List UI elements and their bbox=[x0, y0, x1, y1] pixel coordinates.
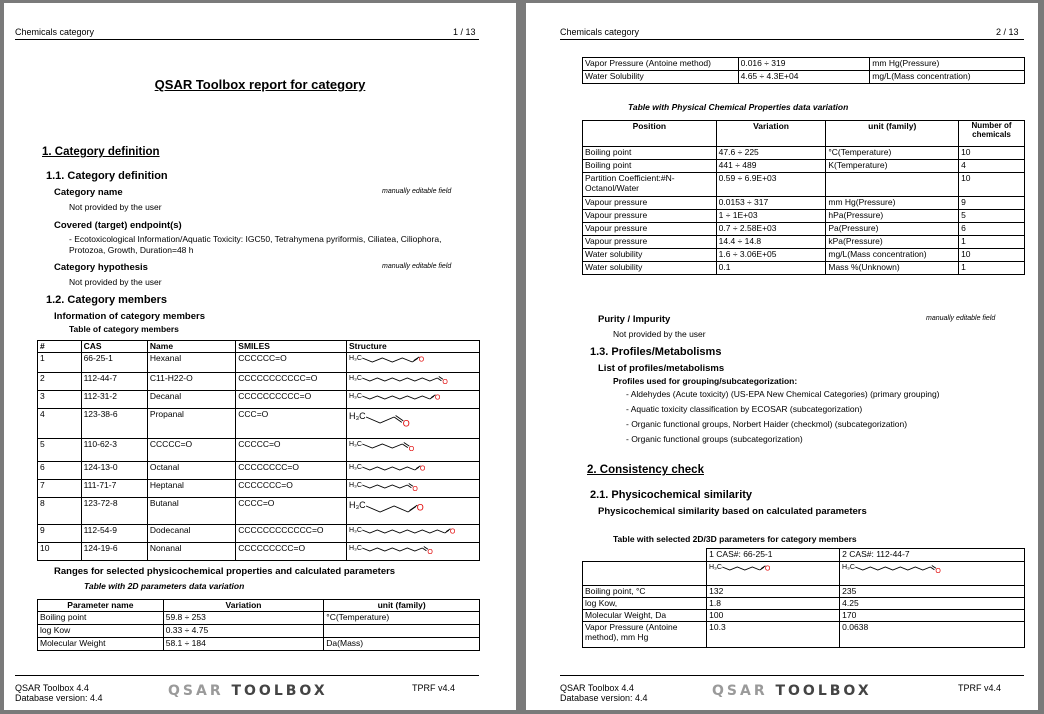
svg-text:H₃C: H₃C bbox=[348, 355, 362, 362]
structure-drawing bbox=[349, 543, 477, 560]
member-cas: 112-54-9 bbox=[81, 525, 147, 543]
svg-text:H₃C: H₃C bbox=[348, 441, 362, 448]
member-name: Propanal bbox=[147, 409, 235, 439]
member-index: 10 bbox=[38, 543, 82, 561]
member-name: Nonanal bbox=[147, 543, 235, 561]
param-value: 1.8 bbox=[707, 598, 840, 610]
svg-text:H₃C: H₃C bbox=[348, 464, 362, 471]
member-index: 8 bbox=[38, 498, 82, 525]
property-variation: 441 ÷ 489 bbox=[716, 160, 826, 173]
param-unit: mm Hg(Pressure) bbox=[870, 58, 1025, 71]
param-unit: °C(Temperature) bbox=[324, 612, 480, 625]
table-row bbox=[38, 409, 480, 439]
phys-similarity-heading: Physicochemical similarity based on calculated parameters bbox=[598, 506, 867, 517]
table-row bbox=[583, 197, 1025, 210]
svg-text:H₃C: H₃C bbox=[348, 411, 366, 421]
chemical-count: 5 bbox=[959, 210, 1025, 223]
empty-cell bbox=[583, 549, 707, 562]
property-unit bbox=[826, 173, 959, 197]
chemical-count: 10 bbox=[959, 249, 1025, 262]
members-table bbox=[37, 340, 480, 561]
chemical-count: 1 bbox=[959, 262, 1025, 275]
param-name: log Kow, bbox=[583, 598, 707, 610]
footer-version: QSAR Toolbox 4.4 bbox=[560, 683, 634, 693]
member-name: Butanal bbox=[147, 498, 235, 525]
structure-cell bbox=[346, 391, 479, 409]
editable-note: manually editable field bbox=[926, 315, 996, 322]
table-row bbox=[38, 373, 480, 391]
member-cas: 112-31-2 bbox=[81, 391, 147, 409]
member-column-header: 2 CAS#: 112-44-7 bbox=[840, 549, 1025, 562]
structure-cell bbox=[346, 409, 479, 439]
svg-text:O: O bbox=[427, 548, 433, 556]
member-name: CCCCC=O bbox=[147, 439, 235, 462]
column-header: Variation bbox=[163, 600, 324, 612]
member-smiles: CCCCC=O bbox=[236, 439, 347, 462]
param-value: 170 bbox=[840, 610, 1025, 622]
param-value: 10.3 bbox=[707, 622, 840, 648]
member-cas: 124-13-0 bbox=[81, 462, 147, 480]
structure-cell bbox=[346, 543, 479, 561]
page-header-title: Chemicals category bbox=[560, 27, 640, 37]
purity-value: Not provided by the user bbox=[613, 329, 706, 339]
table-row bbox=[38, 612, 480, 625]
property-name: Vapour pressure bbox=[583, 236, 717, 249]
table-row bbox=[38, 625, 480, 638]
table-row bbox=[38, 638, 480, 651]
svg-text:O: O bbox=[434, 394, 441, 402]
report-page-1 bbox=[4, 3, 516, 710]
subsection-heading: 1.2. Category members bbox=[46, 294, 168, 306]
svg-text:O: O bbox=[419, 465, 426, 473]
member-index: 1 bbox=[38, 353, 82, 373]
member-cas: 66-25-1 bbox=[81, 353, 147, 373]
svg-text:O: O bbox=[402, 418, 410, 429]
property-unit: mg/L(Mass concentration) bbox=[826, 249, 959, 262]
structure-cell bbox=[346, 353, 479, 373]
structure-hexanal bbox=[709, 562, 837, 579]
table-row bbox=[38, 543, 480, 561]
member-cas: 112-44-7 bbox=[81, 373, 147, 391]
member-index: 7 bbox=[38, 480, 82, 498]
param-unit: mg/L(Mass concentration) bbox=[870, 71, 1025, 84]
property-name: Vapour pressure bbox=[583, 210, 717, 223]
param-value: 235 bbox=[840, 586, 1025, 598]
qsar-toolbox-logo bbox=[168, 683, 328, 699]
endpoint-label: Covered (target) endpoint(s) bbox=[54, 220, 182, 231]
member-index: 2 bbox=[38, 373, 82, 391]
chemical-count: 1 bbox=[959, 236, 1025, 249]
member-smiles: CCCCCCCCC=O bbox=[236, 543, 347, 561]
svg-text:H₃C: H₃C bbox=[348, 393, 362, 400]
members-table-caption: Table of category members bbox=[69, 324, 179, 334]
param-unit: Da(Mass) bbox=[324, 638, 480, 651]
chemical-count: 9 bbox=[959, 197, 1025, 210]
member-index: 5 bbox=[38, 439, 82, 462]
property-variation: 0.0153 ÷ 317 bbox=[716, 197, 826, 210]
member-index: 6 bbox=[38, 462, 82, 480]
table-row bbox=[583, 249, 1025, 262]
property-name: Vapour pressure bbox=[583, 197, 717, 210]
svg-text:O: O bbox=[935, 567, 942, 575]
structure-cell bbox=[707, 562, 840, 586]
table-2d-caption: Table with 2D parameters data variation bbox=[84, 581, 245, 591]
member-smiles: CCCCCC=O bbox=[236, 353, 347, 373]
members-info-heading: Information of category members bbox=[54, 311, 205, 322]
svg-text:H₃C: H₃C bbox=[348, 375, 362, 382]
property-unit: mm Hg(Pressure) bbox=[826, 197, 959, 210]
column-header: CAS bbox=[81, 341, 147, 353]
param-variation: 58.1 ÷ 184 bbox=[163, 638, 324, 651]
header-rule bbox=[15, 39, 479, 40]
category-name-value: Not provided by the user bbox=[69, 202, 162, 212]
column-header: Variation bbox=[716, 121, 826, 147]
chemical-count: 4 bbox=[959, 160, 1025, 173]
report-title: QSAR Toolbox report for category bbox=[154, 77, 366, 92]
profile-item: - Aquatic toxicity classification by ECOSAR (subcategorization) bbox=[626, 404, 863, 414]
member-smiles: CCCCCCCC=O bbox=[236, 462, 347, 480]
structure-undecanal bbox=[842, 562, 1022, 579]
table-row bbox=[38, 353, 480, 373]
member-name: Hexanal bbox=[147, 353, 235, 373]
structure-drawing bbox=[349, 525, 477, 542]
member-smiles: CCCC=O bbox=[236, 498, 347, 525]
column-header: Position bbox=[583, 121, 717, 147]
column-header: unit (family) bbox=[324, 600, 480, 612]
param-name: Vapor Pressure (Antoine method) bbox=[583, 58, 739, 71]
selected-params-caption: Table with selected 2D/3D parameters for category members bbox=[613, 534, 857, 544]
member-smiles: CCCCCCCCCC=O bbox=[236, 391, 347, 409]
property-variation: 1 ÷ 1E+03 bbox=[716, 210, 826, 223]
svg-text:H₃C: H₃C bbox=[348, 527, 362, 534]
subsection-heading: 1.1. Category definition bbox=[46, 170, 168, 182]
table-row bbox=[38, 498, 480, 525]
param-name: Molecular Weight, Da bbox=[583, 610, 707, 622]
table-row bbox=[583, 71, 1025, 84]
svg-text:H₃C: H₃C bbox=[348, 500, 366, 510]
table-row bbox=[583, 586, 1025, 598]
structure-drawing bbox=[349, 480, 477, 497]
logo-toolbox: TOOLBOX bbox=[231, 683, 328, 699]
table-row bbox=[583, 610, 1025, 622]
param-variation: 0.016 ÷ 319 bbox=[738, 58, 870, 71]
structure-drawing bbox=[349, 353, 477, 372]
member-cas: 110-62-3 bbox=[81, 439, 147, 462]
header-rule bbox=[560, 39, 1024, 40]
property-name: Boiling point bbox=[583, 147, 717, 160]
svg-text:O: O bbox=[416, 502, 424, 513]
svg-text:O: O bbox=[418, 356, 425, 364]
svg-text:O: O bbox=[765, 565, 771, 573]
property-name: Vapour pressure bbox=[583, 223, 717, 236]
table-row bbox=[583, 210, 1025, 223]
member-name: Decanal bbox=[147, 391, 235, 409]
param-variation: 4.65 ÷ 4.3E+04 bbox=[738, 71, 870, 84]
member-cas: 111-71-7 bbox=[81, 480, 147, 498]
table-row bbox=[583, 223, 1025, 236]
table-row bbox=[583, 622, 1025, 648]
table-row bbox=[38, 462, 480, 480]
page-number: 1 / 13 bbox=[453, 27, 476, 37]
property-unit: K(Temperature) bbox=[826, 160, 959, 173]
member-smiles: CCCCCCC=O bbox=[236, 480, 347, 498]
member-smiles: CCCCCCCCCCCC=O bbox=[236, 525, 347, 543]
property-name: Partition Coefficient:#N-Octanol/Water bbox=[583, 173, 717, 197]
hypothesis-label: Category hypothesis bbox=[54, 262, 148, 273]
profiles-list-heading: List of profiles/metabolisms bbox=[598, 363, 725, 374]
table-row bbox=[38, 480, 480, 498]
editable-note: manually editable field bbox=[382, 263, 452, 270]
svg-text:O: O bbox=[412, 485, 418, 493]
column-header: Structure bbox=[346, 341, 479, 353]
param-variation: 0.33 ÷ 4.75 bbox=[163, 625, 324, 638]
structure-cell bbox=[346, 462, 479, 480]
phys-chem-table bbox=[582, 120, 1025, 275]
param-name: log Kow bbox=[38, 625, 164, 638]
column-header: unit (family) bbox=[826, 121, 959, 147]
structure-drawing bbox=[349, 498, 477, 524]
member-cas: 123-72-8 bbox=[81, 498, 147, 525]
table-row bbox=[38, 439, 480, 462]
property-name: Boiling point bbox=[583, 160, 717, 173]
property-variation: 0.7 ÷ 2.58E+03 bbox=[716, 223, 826, 236]
property-variation: 14.4 ÷ 14.8 bbox=[716, 236, 826, 249]
logo-toolbox: TOOLBOX bbox=[775, 683, 872, 699]
member-name: Heptanal bbox=[147, 480, 235, 498]
param-name: Water Solubility bbox=[583, 71, 739, 84]
member-index: 9 bbox=[38, 525, 82, 543]
svg-text:O: O bbox=[449, 528, 456, 536]
logo-qsar: QSAR bbox=[712, 683, 768, 699]
selected-params-table bbox=[582, 548, 1025, 648]
param-name: Boiling point, °C bbox=[583, 586, 707, 598]
subsection-heading: 2.1. Physicochemical similarity bbox=[590, 489, 753, 501]
structure-cell bbox=[346, 498, 479, 525]
column-header: SMILES bbox=[236, 341, 347, 353]
member-index: 3 bbox=[38, 391, 82, 409]
svg-text:H₃C: H₃C bbox=[348, 482, 362, 489]
svg-text:H₃C: H₃C bbox=[842, 564, 856, 571]
member-index: 4 bbox=[38, 409, 82, 439]
param-name: Vapor Pressure (Antoine method), mm Hg bbox=[583, 622, 707, 648]
table-row bbox=[583, 262, 1025, 275]
section-heading: 1. Category definition bbox=[42, 146, 160, 158]
structure-drawing bbox=[349, 409, 477, 435]
property-unit: kPa(Pressure) bbox=[826, 236, 959, 249]
chemical-count: 10 bbox=[959, 147, 1025, 160]
profile-item: - Aldehydes (Acute toxicity) (US-EPA New Chemical Categories) (primary grouping) bbox=[626, 389, 940, 399]
chemical-count: 6 bbox=[959, 223, 1025, 236]
property-unit: °C(Temperature) bbox=[826, 147, 959, 160]
structure-drawing bbox=[349, 373, 477, 390]
param-value: 4.25 bbox=[840, 598, 1025, 610]
member-column-header: 1 CAS#: 66-25-1 bbox=[707, 549, 840, 562]
property-variation: 0.1 bbox=[716, 262, 826, 275]
property-name: Water solubility bbox=[583, 249, 717, 262]
table-row bbox=[583, 160, 1025, 173]
table-row bbox=[38, 391, 480, 409]
property-unit: Pa(Pressure) bbox=[826, 223, 959, 236]
profile-item: - Organic functional groups (subcategorization) bbox=[626, 434, 803, 444]
logo-qsar: QSAR bbox=[168, 683, 224, 699]
table-row bbox=[583, 236, 1025, 249]
editable-note: manually editable field bbox=[382, 188, 452, 195]
report-page-2 bbox=[526, 3, 1038, 710]
table-row bbox=[583, 58, 1025, 71]
member-name: Dodecanal bbox=[147, 525, 235, 543]
structure-drawing bbox=[349, 462, 477, 479]
structure-cell bbox=[346, 439, 479, 462]
param-value: 0.0638 bbox=[840, 622, 1025, 648]
table-row bbox=[583, 173, 1025, 197]
footer-db-version: Database version: 4.4 bbox=[560, 693, 648, 703]
chemical-count: 10 bbox=[959, 173, 1025, 197]
structure-cell bbox=[346, 373, 479, 391]
profile-item: - Organic functional groups, Norbert Haider (checkmol) (subcategorization) bbox=[626, 419, 908, 429]
member-smiles: CCC=O bbox=[236, 409, 347, 439]
page-number: 2 / 13 bbox=[996, 27, 1019, 37]
member-cas: 123-38-6 bbox=[81, 409, 147, 439]
column-header: # bbox=[38, 341, 82, 353]
structure-cell bbox=[346, 480, 479, 498]
member-smiles: CCCCCCCCCCC=O bbox=[236, 373, 347, 391]
property-unit: Mass %(Unknown) bbox=[826, 262, 959, 275]
footer-db-version: Database version: 4.4 bbox=[15, 693, 103, 703]
structure-drawing bbox=[349, 391, 477, 408]
column-header: Number of chemicals bbox=[959, 121, 1025, 147]
property-variation: 47.6 ÷ 225 bbox=[716, 147, 826, 160]
property-variation: 1.6 ÷ 3.06E+05 bbox=[716, 249, 826, 262]
svg-text:H₃C: H₃C bbox=[709, 564, 723, 571]
property-name: Water solubility bbox=[583, 262, 717, 275]
table-row bbox=[38, 525, 480, 543]
param-variation: 59.8 ÷ 253 bbox=[163, 612, 324, 625]
footer-rule bbox=[15, 675, 479, 676]
param-value: 132 bbox=[707, 586, 840, 598]
svg-text:H₃C: H₃C bbox=[348, 545, 362, 552]
page-header-title: Chemicals category bbox=[15, 27, 95, 37]
params-table bbox=[37, 599, 480, 651]
category-name-label: Category name bbox=[54, 187, 123, 198]
footer-tprf: TPRF v4.4 bbox=[958, 683, 1002, 693]
structure-drawing bbox=[349, 439, 477, 458]
qsar-toolbox-logo bbox=[712, 683, 872, 699]
table-row bbox=[583, 598, 1025, 610]
svg-text:O: O bbox=[442, 378, 448, 386]
section-heading: 2. Consistency check bbox=[587, 464, 704, 476]
purity-label: Purity / Impurity bbox=[598, 314, 671, 325]
subsection-heading: 1.3. Profiles/Metabolisms bbox=[590, 346, 722, 358]
hypothesis-value: Not provided by the user bbox=[69, 277, 162, 287]
param-name: Boiling point bbox=[38, 612, 164, 625]
footer-rule bbox=[560, 675, 1024, 676]
endpoint-line: - Ecotoxicological Information/Aquatic Toxicity: IGC50, Tetrahymena pyriformis, Ciliatea, Ciliophora, bbox=[69, 234, 442, 244]
param-unit bbox=[324, 625, 480, 638]
structure-cell bbox=[840, 562, 1025, 586]
member-name: Octanal bbox=[147, 462, 235, 480]
structure-cell bbox=[346, 525, 479, 543]
svg-text:O: O bbox=[408, 445, 415, 453]
column-header: Parameter name bbox=[38, 600, 164, 612]
params-table-continued bbox=[582, 57, 1025, 84]
property-variation: 0.59 ÷ 6.9E+03 bbox=[716, 173, 826, 197]
profiles-used-label: Profiles used for grouping/subcategorization: bbox=[613, 376, 798, 386]
member-cas: 124-19-6 bbox=[81, 543, 147, 561]
member-name: C11-H22-O bbox=[147, 373, 235, 391]
empty-cell bbox=[583, 562, 707, 586]
ranges-heading: Ranges for selected physicochemical properties and calculated parameters bbox=[54, 566, 396, 577]
property-unit: hPa(Pressure) bbox=[826, 210, 959, 223]
param-value: 100 bbox=[707, 610, 840, 622]
footer-tprf: TPRF v4.4 bbox=[412, 683, 456, 693]
table-row bbox=[583, 147, 1025, 160]
phys-table-caption: Table with Physical Chemical Properties data variation bbox=[628, 102, 849, 112]
column-header: Name bbox=[147, 341, 235, 353]
endpoint-line: Protozoa, Growth, Duration=48 h bbox=[69, 245, 194, 255]
footer-version: QSAR Toolbox 4.4 bbox=[15, 683, 89, 693]
param-name: Molecular Weight bbox=[38, 638, 164, 651]
